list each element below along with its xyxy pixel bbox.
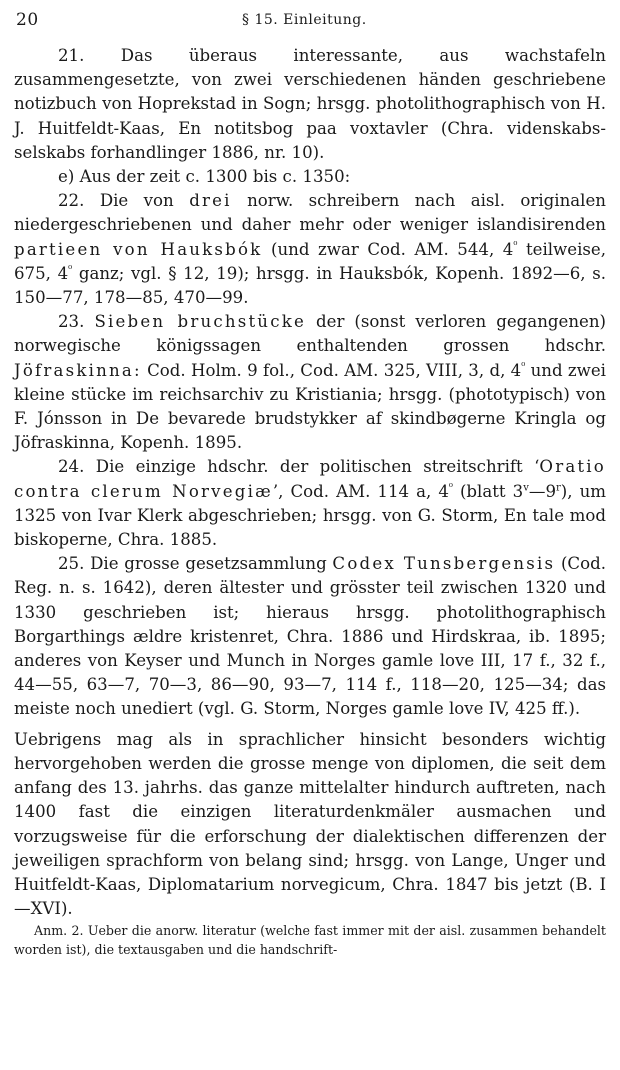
item-23-text-g: und zwei kleine stücke im reichsarchiv zu Kristiania; hrsgg. (phototypisch) von F. Jónsson in De bevarede brudstykker af skindbøgerne Kringla og Jöfraskinna, Kopenh. 1895. [14,360,606,453]
item-22 [14,189,606,310]
closing-paragraph [14,728,606,922]
item-22-text-g: teilweise, 675, 4 [14,239,606,283]
item-23-text-e: Cod. Holm. 9 fol., Cod. AM. 325, VIII, 3, d, 4 [147,360,522,380]
item-22-degree-2: ⁰ [68,264,73,276]
item-25-spaced-codex: Codex Tunsbergensis [332,554,556,574]
item-24-verso: v [523,482,529,494]
item-24 [14,455,606,552]
footnote-text: Anm. 2. Ueber die anorw. literatur (welche fast immer mit der aisl. zusammen behandelt worden ist), die textausgaben und die handschrift- [14,923,606,958]
item-24-text-a: 24. Die einzige hdschr. der politischen streitschrift ‘ [58,457,540,477]
item-22-spaced-drei: drei [189,191,232,211]
item-24-text-i: ), um 1325 von Ivar Klerk abgeschrieben; hrsgg. von G. Storm, En tale mod biskoperne, Chra. 1885. [14,481,606,550]
item-24-text-g: —9 [528,481,556,501]
item-23-degree: ⁰ [521,361,526,373]
running-title: § 15. Einleitung. [242,12,367,28]
item-22-degree-1: ⁰ [513,240,518,252]
item-21-text: 21. Das überaus interessante, aus wachstafeln zusammengesetzte, von zwei verschiedenen händen geschriebene notizbuch von Hoprekstad in Sogn; hrsgg. photolithographisch von H. J. Huitfeldt-Kaas, En notitsbog paa voxtavler (Chra. videnskabs-selskabs forhandlinger 1886, nr. 10). [14,46,606,162]
page-body [14,44,606,959]
page-number: 20 [16,10,39,30]
closing-paragraph-text: Uebrigens mag als in sprachlicher hinsicht besonders wichtig hervorgehoben werden die grosse menge von diplomen, die seit dem anfang des 13. jahrhs. das ganze mittelalter hindurch auftreten, nach 1400 fast die einzigen literaturdenkmäler ausmachen und vorzugsweise für die erforschung der dialektischen differenzen der jeweiligen sprachform von belang sind; hrsgg. von Lange, Unger und Huitfeldt-Kaas, Diplomatarium norvegicum, Chra. 1847 bis jetzt (B. I—XVI). [14,729,606,919]
item-23-spaced-jofraskinna: Jöfraskinna: [14,360,142,380]
item-24-degree: ⁰ [448,482,453,494]
item-23-text-c: der (sonst verloren gegangenen) norwegische königssagen enthaltenden grossen hdschr. [14,312,606,356]
item-21 [14,44,606,165]
item-23-text-a: 23. [58,312,85,332]
item-22-text-a: 22. Die von [58,191,174,211]
item-24-recto: r [556,482,561,494]
page-header [14,10,606,36]
item-24-spaced-oratio: Oratio contra clerum Norvegiæ [14,457,606,501]
item-24-text-e: (blatt 3 [452,481,524,501]
item-22-text-c: norw. schreibern nach aisl. originalen niedergeschriebenen und daher mehr oder weniger islandisirenden [14,191,606,235]
section-e-heading-text: e) Aus der zeit c. 1300 bis c. 1350: [58,167,351,187]
item-23-spaced-bruchstucke: Sieben bruchstücke [94,312,306,332]
section-e-heading [14,165,606,189]
footnote-anm-2 [14,921,606,959]
item-25-text-c: (Cod. Reg. n. s. 1642), deren ältester und grösster teil zwischen 1320 und 1330 geschrieben ist; hieraus hrsgg. photolithographisch Borgarthings ældre kristenret, Chra. 1886 und Hirdskraa, ib. 1895; anderes von Keyser und Munch in Norges gamle love III, 17 f., 32 f., 44—55, 63—7, 70—3, 86—90, 93—7, 114 f., 118—20, 125—34; das meiste noch unediert (vgl. G. Storm, Norges gamle love IV, 425 ff.). [14,554,606,719]
item-25 [14,552,606,721]
item-25-text-a: 25. Die grosse gesetzsammlung [58,554,327,574]
item-22-spaced-hauksbok: partieen von Hauksbók [14,239,263,259]
item-22-text-e: (und zwar Cod. AM. 544, 4 [270,239,514,259]
item-22-text-i: ganz; vgl. § 12, 19); hrsgg. in Hauksbók, Kopenh. 1892—6, s. 150—77, 178—85, 470—99. [14,263,606,308]
item-24-text-c: ’, Cod. AM. 114 a, 4 [272,481,449,501]
item-23 [14,310,606,455]
